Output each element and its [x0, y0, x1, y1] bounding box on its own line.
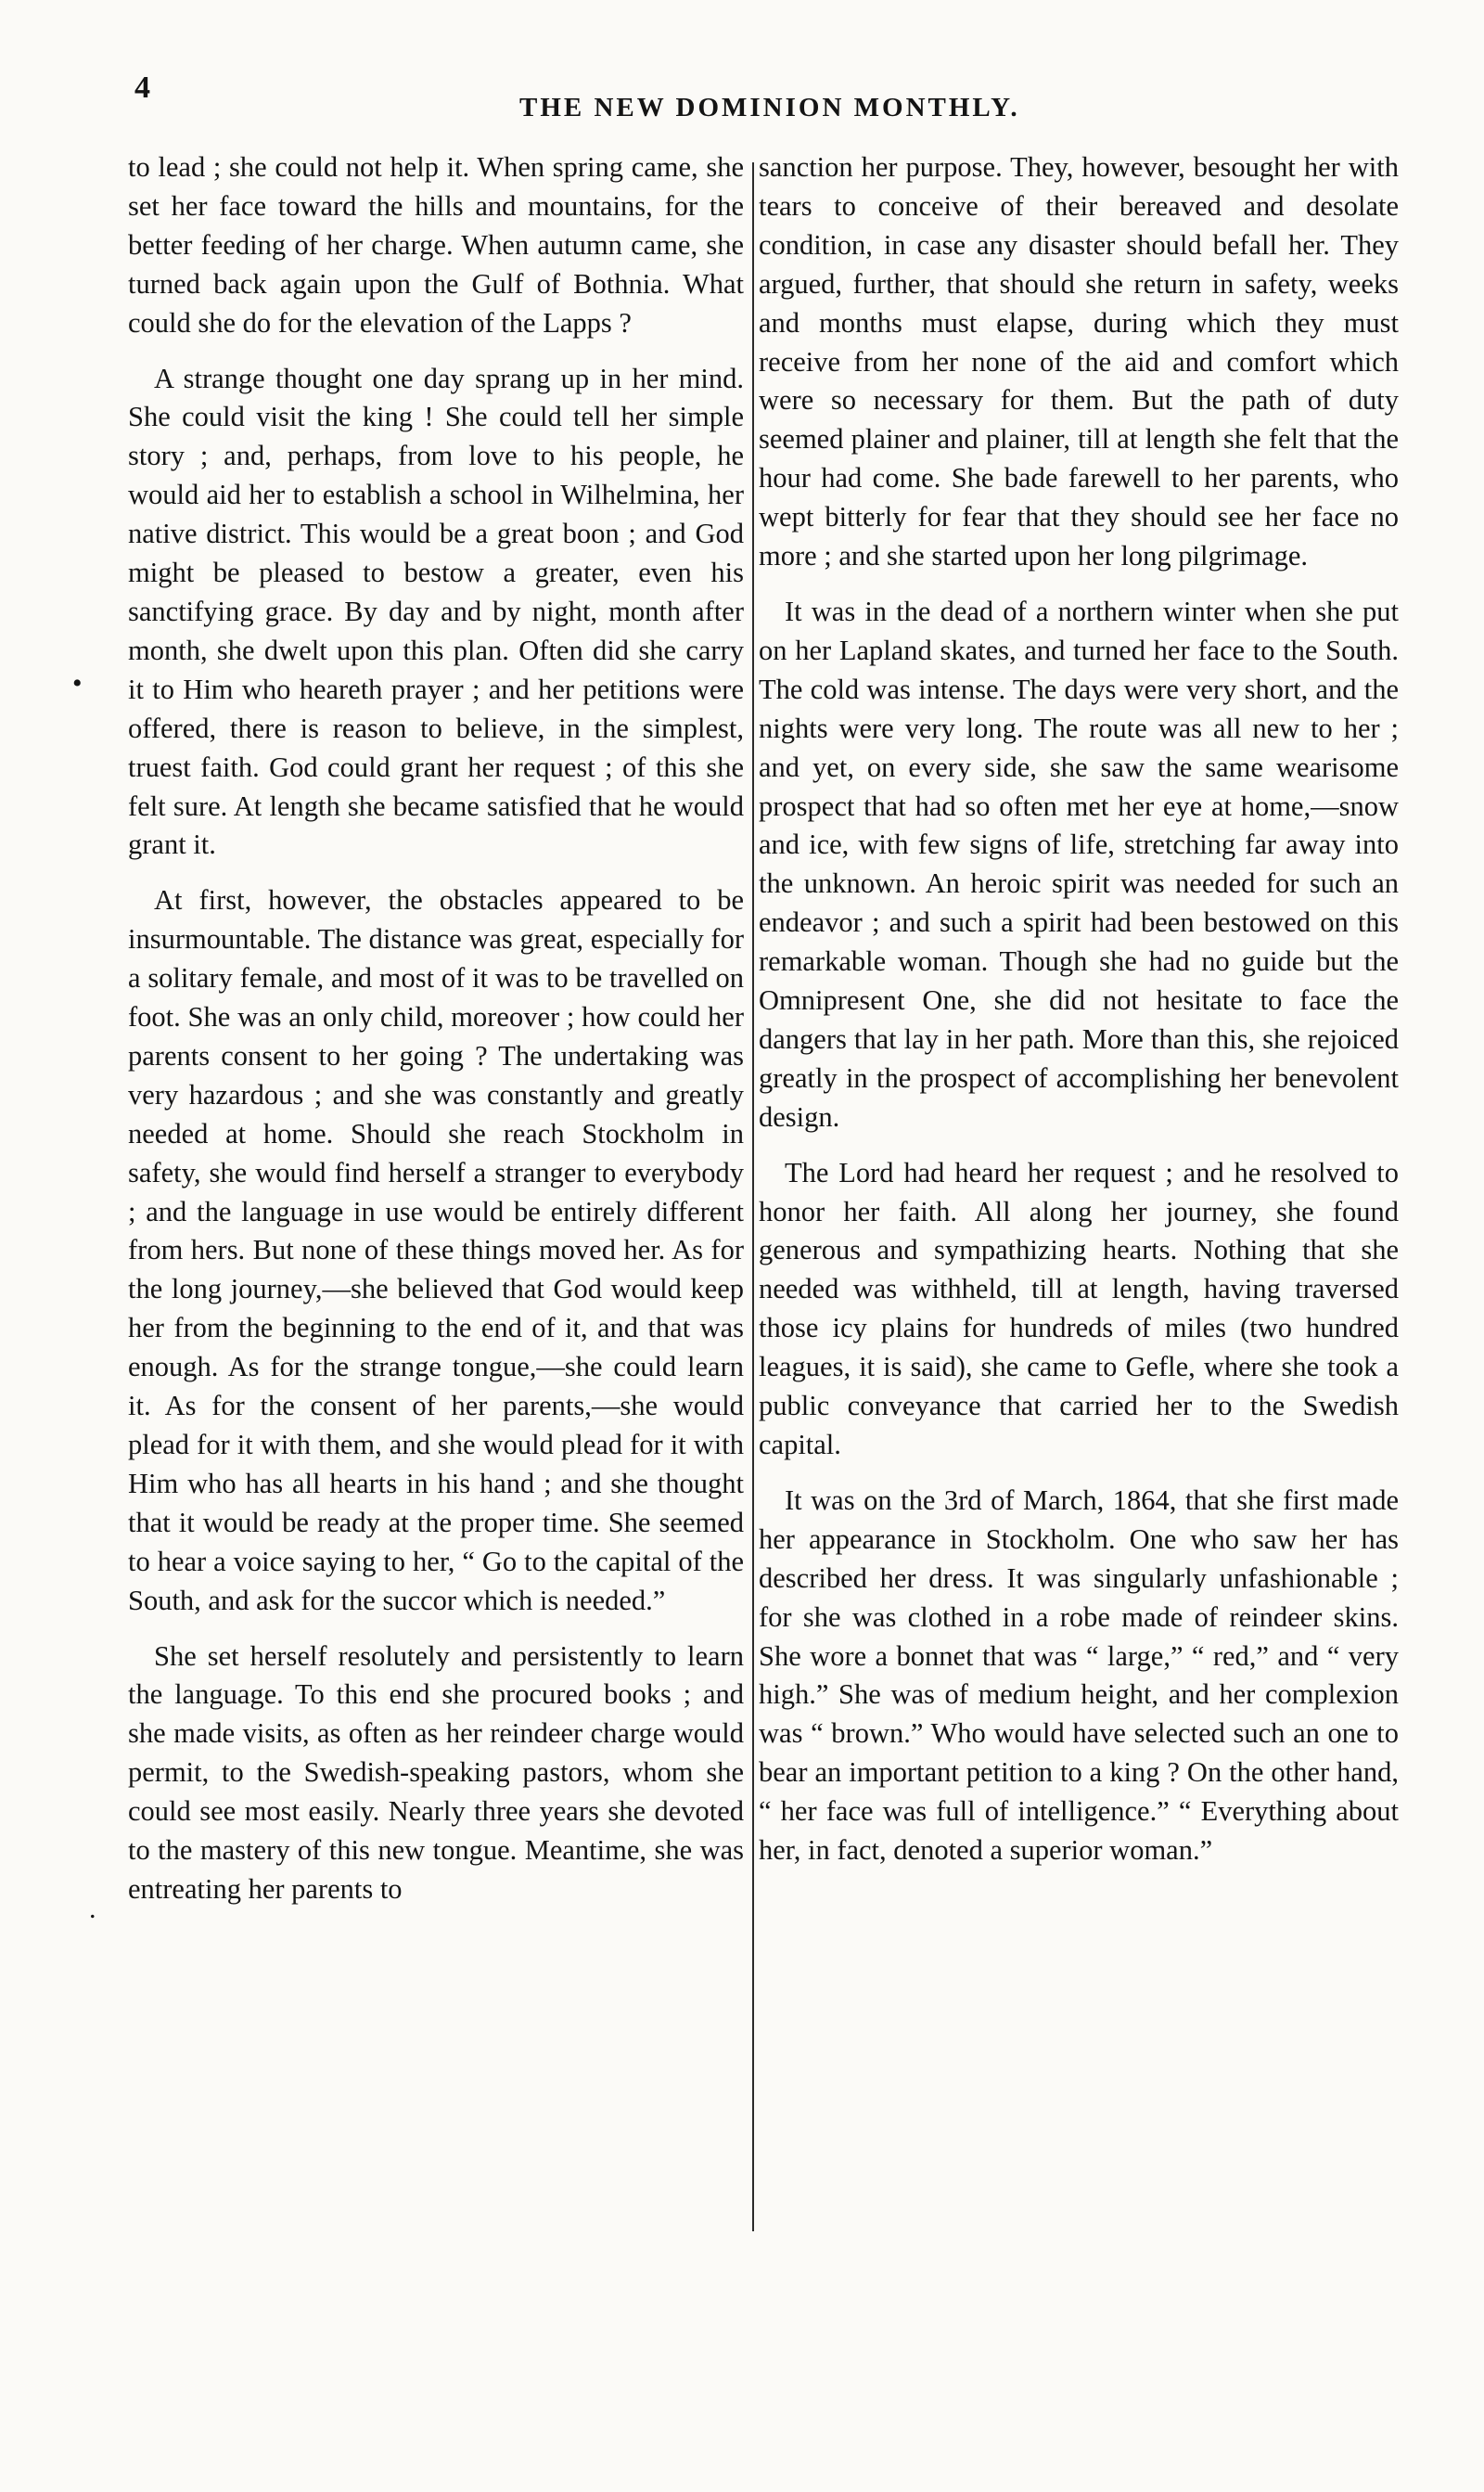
paragraph: It was on the 3rd of March, 1864, that she first made her appearance in Stockholm. One who saw her has described her dress. It was singularly unfashionable ; for she was clothed in a robe made of reindeer skins. She wore a bonnet that was “ large,” “ red,” and “ very high.” She was of medium height, and her complexion was “ brown.” Who would have selected such an one to bear an important petition to a king ? On the other hand, “ her face was full of intelligence.” “ Everything about her, in fact, denoted a superior woman.” [759, 1484, 1399, 1867]
paragraph: It was in the dead of a northern winter when she put on her Lapland skates, and turned her face to the South. The cold was intense. The days were very short, and the nights were very long. The route was all new to her ; and yet, on every side, she saw the same wearisome prospect that had so often met her eye at home,—snow and ice, with few signs of life, stretching far away into the unknown. An heroic spirit was needed for such an endeavor ; and such a spirit had been bestowed on this remarkable woman. Though she had no guide but the Omnipresent One, she did not hesitate to face the dangers that lay in her path. More than this, she rejoiced greatly in the prospect of accomplishing her benevolent design. [759, 595, 1399, 1133]
page-number: 4 [134, 71, 150, 105]
column-rule [752, 162, 754, 2231]
left-column [128, 148, 744, 2231]
running-title: THE NEW DOMINION MONTHLY. [519, 93, 1020, 122]
margin-dot-mark: . [89, 1894, 96, 1924]
paragraph: At first, however, the obstacles appeared to be insurmountable. The distance was great, especially for a solitary female, and most of it was to be travelled on foot. She was an only child, moreover ; how could her parents consent to her going ? The undertaking was very hazardous ; and she was constantly and greatly needed at home. Should she reach Stockholm in safety, she would find herself a stranger to everybody ; and the language in use would be entirely different from hers. But none of these things moved her. As for the long journey,—she believed that God would keep her from the beginning to the end of it, and that was enough. As for the strange tongue,—she could learn it. As for the consent of her parents,—she would plead for it with them, and she would plead for it with Him who has all hearts in his hand ; and she thought that it would be ready at the proper time. She seemed to hear a voice saying to her, “ Go to the capital of the South, and ask for the succor which is needed.” [128, 884, 744, 1616]
right-column [759, 148, 1399, 2231]
margin-dot-mark: • [72, 668, 83, 699]
paragraph: to lead ; she could not help it. When spring came, she set her face toward the hills and mountains, for the better feeding of her charge. When autumn came, she turned back again upon the Gulf of Bothnia. What could she do for the elevation of the Lapps ? [128, 151, 744, 339]
paragraph: A strange thought one day sprang up in her mind. She could visit the king ! She could tell her simple story ; and, perhaps, from love to his people, he would aid her to establish a school in Wilhelmina, her native district. This would be a great boon ; and God might be pleased to bestow a greater, even his sanctifying grace. By day and by night, month after month, she dwelt upon this plan. Often did she carry it to Him who heareth prayer ; and her petitions were offered, there is reason to believe, in the simplest, truest faith. God could grant her request ; of this she felt sure. At length she became satisfied that he would grant it. [128, 362, 744, 861]
paragraph: sanction her purpose. They, however, besought her with tears to conceive of their bereaved and desolate condition, in case any disaster should befall her. They argued, further, that should she return in safety, weeks and months must elapse, during which they must receive from her none of the aid and comfort which were so necessary for them. But the path of duty seemed plainer and plainer, till at length she felt that the hour had come. She bade farewell to her parents, who wept bitterly for fear that they should see her face no more ; and she started upon her long pilgrimage. [759, 151, 1399, 572]
paragraph: The Lord had heard her request ; and he resolved to honor her faith. All along her journey, she found generous and sympathizing hearts. Nothing that she needed was withheld, till at length, having traversed those icy plains for hundreds of miles (two hundred leagues, it is said), she came to Gefle, where she took a public conveyance that carried her to the Swedish capital. [759, 1156, 1399, 1460]
paragraph: She set herself resolutely and persistently to learn the language. To this end she procured books ; and she made visits, as often as her reindeer charge would permit, to the Swedish-speaking pastors, whom she could see most easily. Nearly three years she devoted to the mastery of this new tongue. Meantime, she was entreating her parents to [128, 1639, 744, 1905]
